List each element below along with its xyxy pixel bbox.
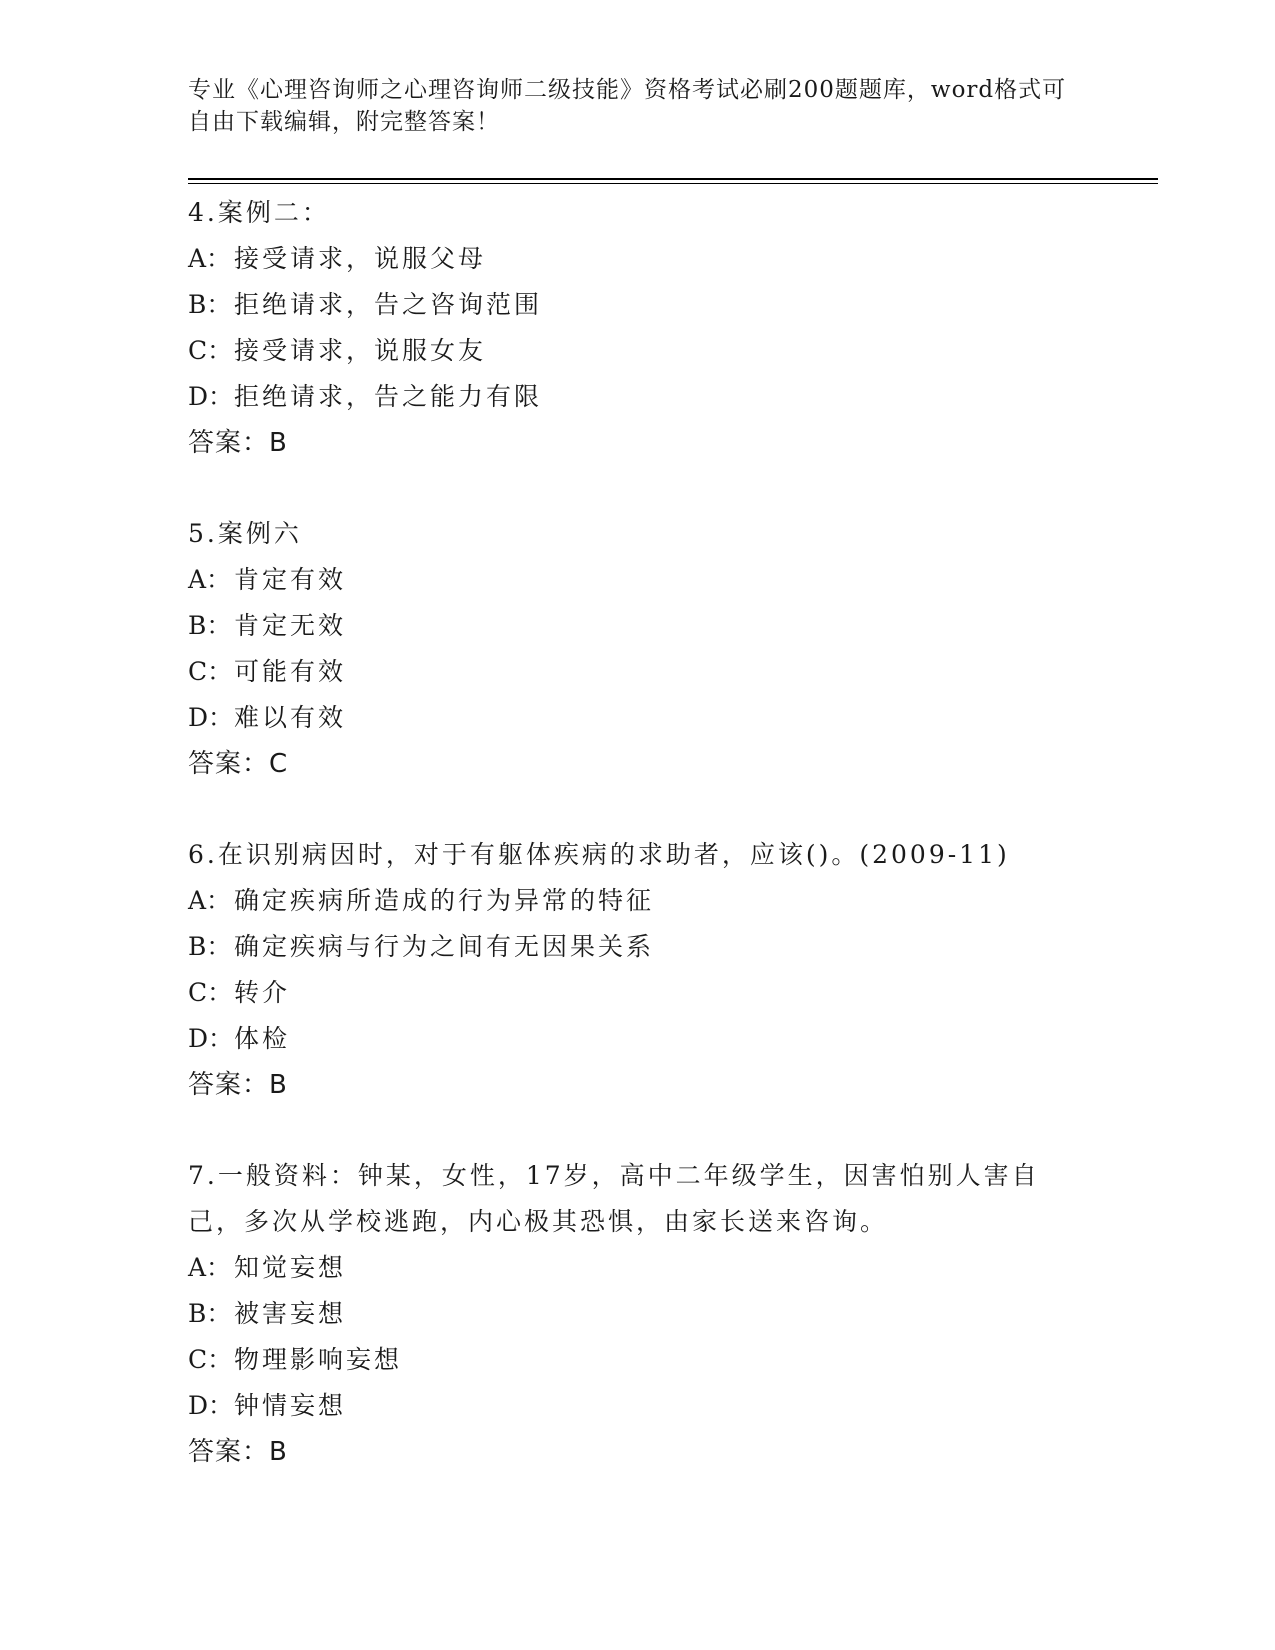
option-key: A： <box>188 244 232 273</box>
answer-line <box>188 1062 1088 1108</box>
option-text: 知觉妄想 <box>234 1253 347 1282</box>
question-4 <box>188 190 1088 466</box>
option-key: A： <box>188 886 232 915</box>
question-6 <box>188 832 1088 1108</box>
option-key: C： <box>188 657 233 686</box>
option-key: D： <box>188 1024 234 1053</box>
option-c <box>188 649 1088 695</box>
option-text: 物理影响妄想 <box>234 1345 403 1374</box>
header-divider-thin <box>188 183 1158 184</box>
option-c <box>188 970 1088 1016</box>
answer-line <box>188 420 1088 466</box>
option-text: 转介 <box>234 978 291 1007</box>
option-key: A： <box>188 1253 232 1282</box>
option-text: 可能有效 <box>234 657 347 686</box>
answer-line <box>188 741 1088 787</box>
option-text: 确定疾病所造成的行为异常的特征 <box>234 886 655 915</box>
option-b <box>188 924 1088 970</box>
answer-value: B <box>269 1070 288 1100</box>
option-d <box>188 1016 1088 1062</box>
option-text: 难以有效 <box>234 703 347 732</box>
option-d <box>188 374 1088 420</box>
option-key: A： <box>188 565 232 594</box>
answer-label: 答案： <box>188 749 270 779</box>
answer-label: 答案： <box>188 428 270 458</box>
document-header: 专业《心理咨询师之心理咨询师二级技能》资格考试必刷200题题库，word格式可自由下载编辑，附完整答案！ <box>188 77 1067 135</box>
question-title: 6.在识别病因时，对于有躯体疾病的求助者，应该()。(2009-11) <box>188 840 1010 869</box>
option-key: B： <box>188 611 232 640</box>
option-key: C： <box>188 1345 233 1374</box>
option-key: D： <box>188 703 234 732</box>
option-key: C： <box>188 336 233 365</box>
option-b <box>188 1291 1088 1337</box>
option-text: 拒绝请求，告之能力有限 <box>234 382 543 411</box>
option-text: 肯定无效 <box>234 611 347 640</box>
option-d <box>188 695 1088 741</box>
option-text: 接受请求，说服女友 <box>234 336 487 365</box>
answer-value: C <box>269 749 289 779</box>
question-7 <box>188 1153 1088 1475</box>
option-key: B： <box>188 1299 232 1328</box>
option-text: 钟情妄想 <box>234 1391 347 1420</box>
answer-label: 答案： <box>188 1070 270 1100</box>
option-a <box>188 236 1088 282</box>
question-title: 7.一般资料：钟某，女性，17岁，高中二年级学生，因害怕别人害自己，多次从学校逃跑，内心极其恐惧，由家长送来咨询。 <box>188 1161 1040 1236</box>
option-text: 被害妄想 <box>234 1299 347 1328</box>
answer-line <box>188 1429 1088 1475</box>
option-c <box>188 1337 1088 1383</box>
option-d <box>188 1383 1088 1429</box>
option-b <box>188 603 1088 649</box>
option-a <box>188 878 1088 924</box>
answer-label: 答案： <box>188 1437 270 1467</box>
option-text: 接受请求，说服父母 <box>234 244 487 273</box>
option-a <box>188 557 1088 603</box>
header-divider-thick <box>188 178 1158 180</box>
option-key: C： <box>188 978 233 1007</box>
answer-value: B <box>269 428 288 458</box>
option-b <box>188 282 1088 328</box>
question-list <box>188 190 1088 1520</box>
option-key: D： <box>188 382 234 411</box>
option-key: D： <box>188 1391 234 1420</box>
answer-value: B <box>269 1437 288 1467</box>
question-5 <box>188 511 1088 787</box>
option-key: B： <box>188 290 232 319</box>
option-c <box>188 328 1088 374</box>
question-title: 5.案例六 <box>188 519 302 548</box>
question-title: 4.案例二： <box>188 198 330 227</box>
option-a <box>188 1245 1088 1291</box>
option-key: B： <box>188 932 232 961</box>
option-text: 拒绝请求，告之咨询范围 <box>234 290 543 319</box>
option-text: 肯定有效 <box>234 565 347 594</box>
option-text: 确定疾病与行为之间有无因果关系 <box>234 932 655 961</box>
option-text: 体检 <box>234 1024 291 1053</box>
